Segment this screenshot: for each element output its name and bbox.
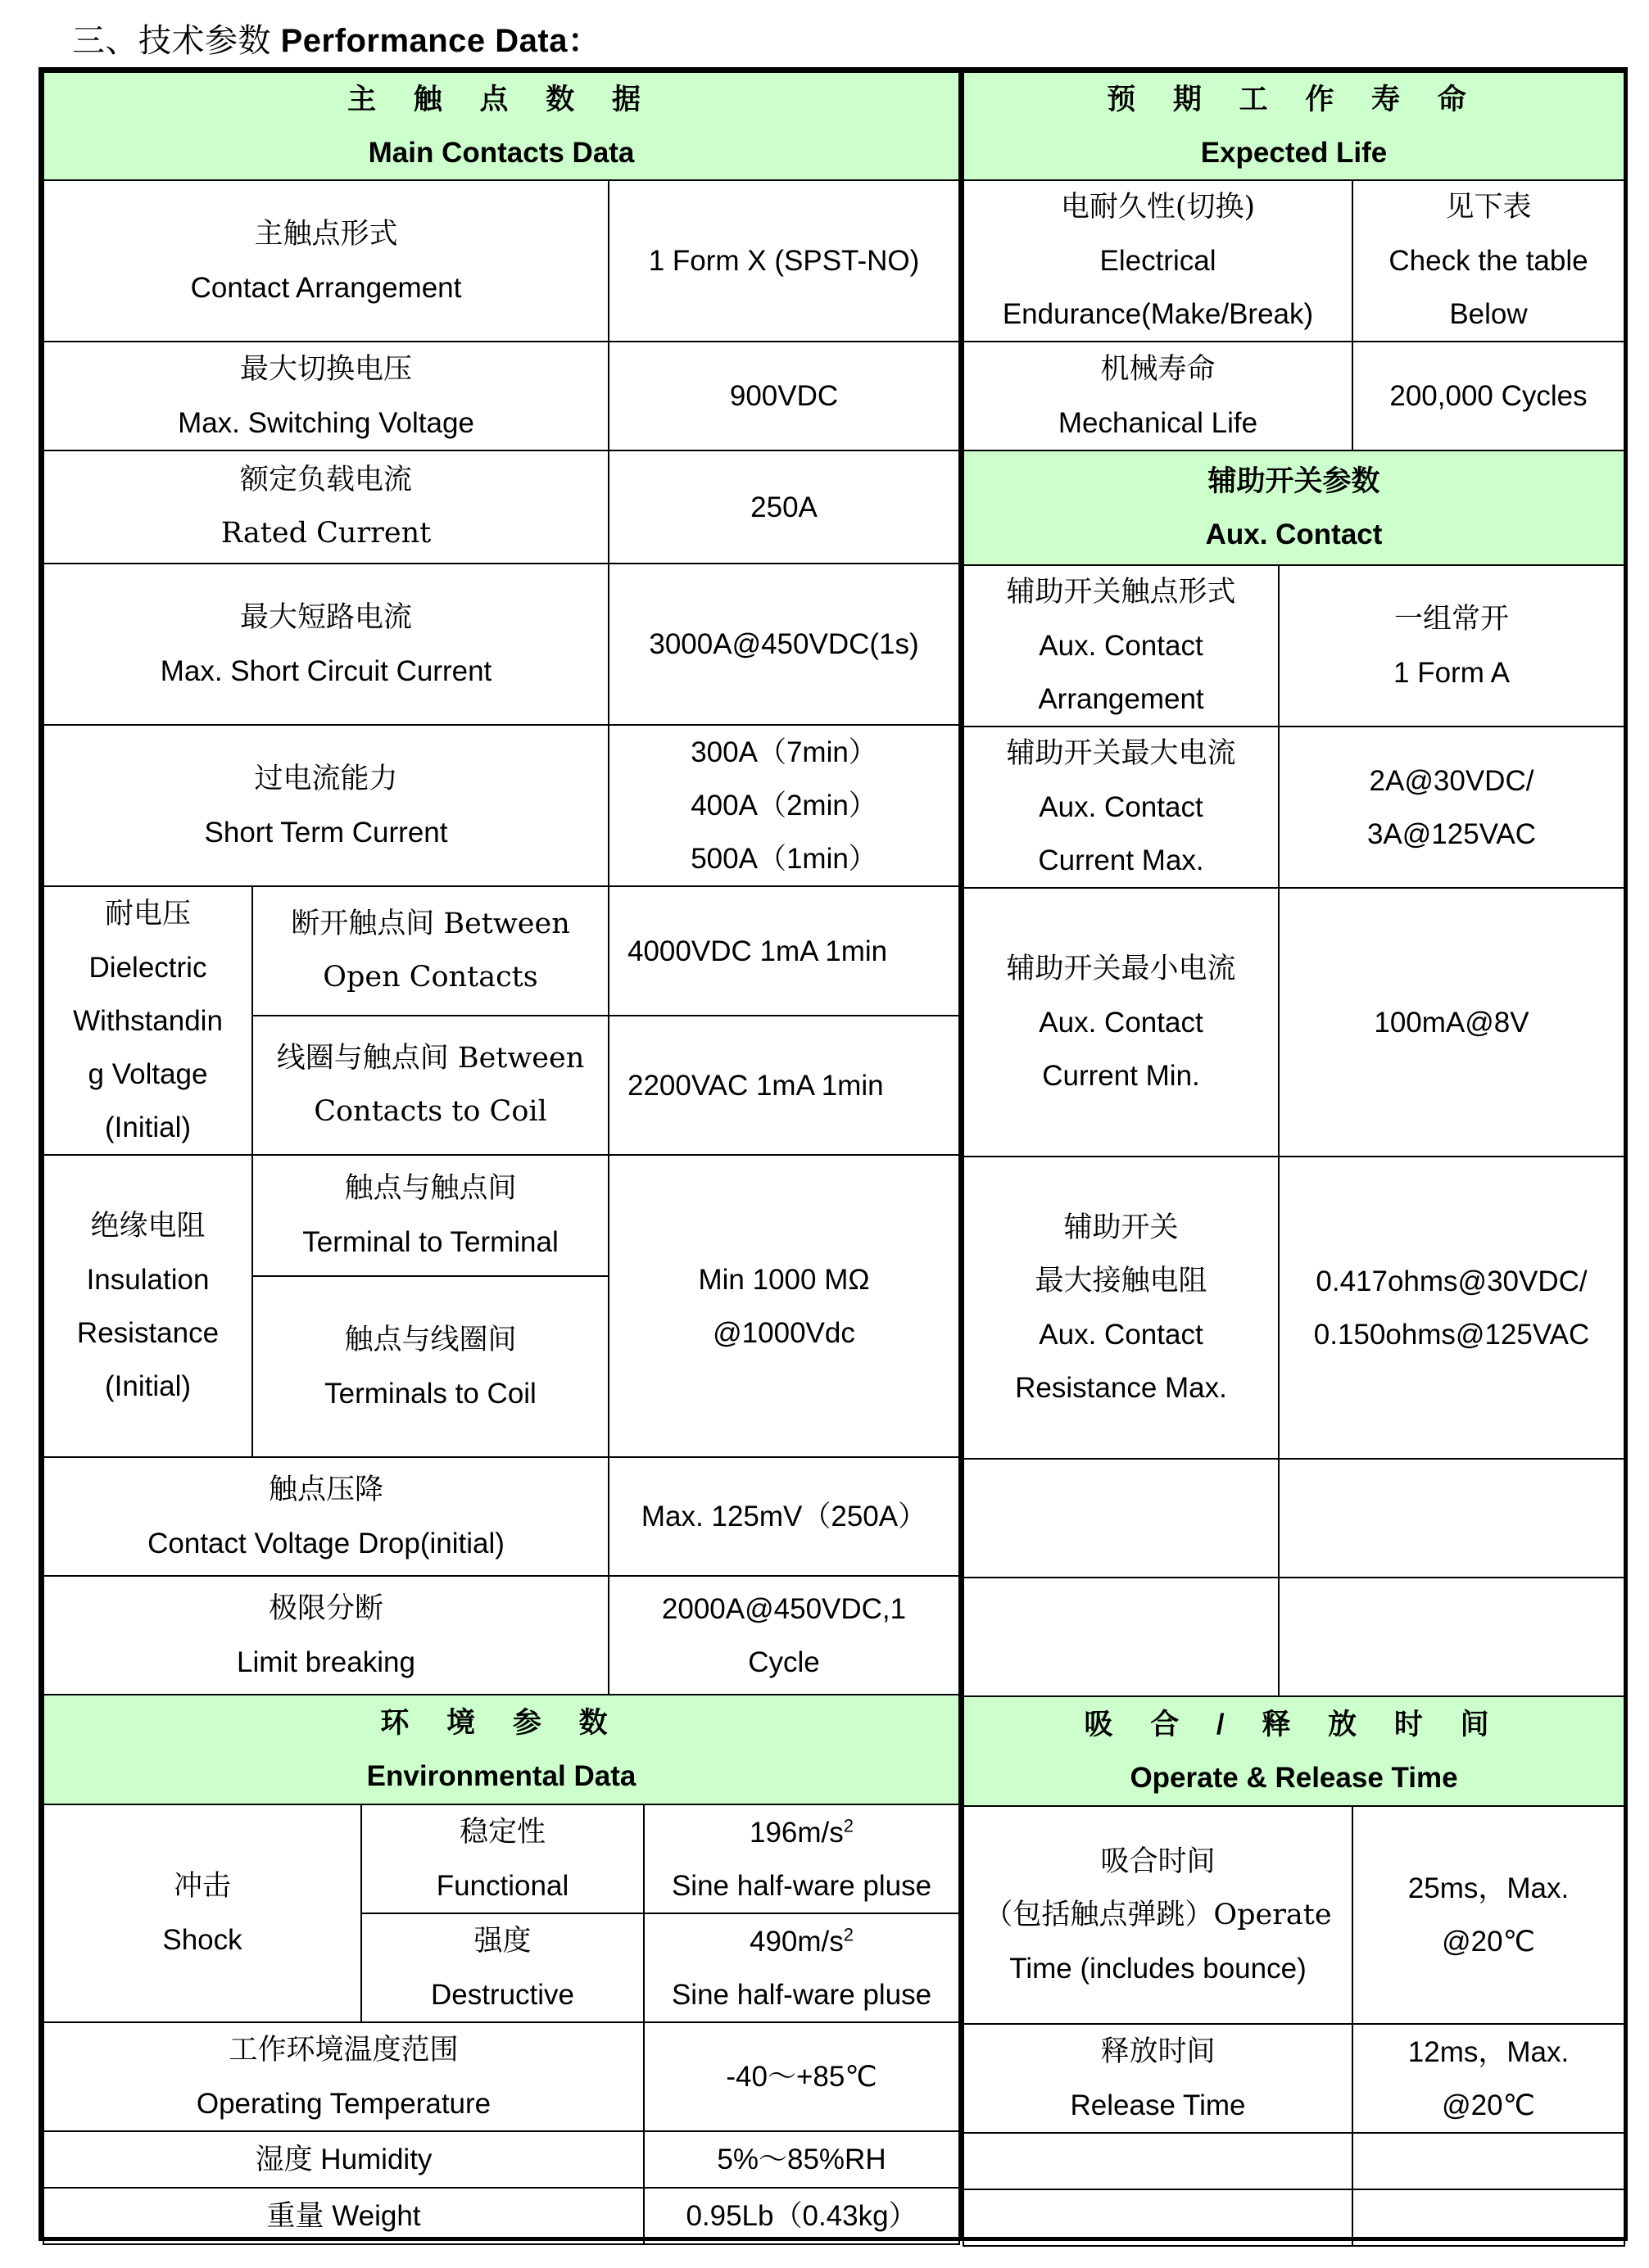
row-label-en: Contact Arrangement <box>190 271 462 304</box>
row-label-cn: 工作环境温度范围 <box>229 2033 459 2067</box>
table-row <box>963 342 1624 450</box>
table-row <box>963 1157 1624 1459</box>
table-row-empty <box>963 1459 1624 1578</box>
label-line: Current Min. <box>1042 1059 1200 1092</box>
row-label-en: Operating Temperature <box>196 2087 492 2120</box>
value-desc: Sine half-ware pluse <box>671 1978 932 2011</box>
dielectric-label <box>43 886 252 1155</box>
value-text: 196m/s <box>750 1816 844 1849</box>
main-contacts-table <box>43 71 960 1695</box>
aux-contact-table <box>963 450 1625 1697</box>
label-line: 辅助开关最小电流 <box>1006 952 1236 985</box>
row-label: 重量 Weight <box>43 2188 644 2244</box>
value-line: 2000A@450VDC,1 <box>661 1592 907 1625</box>
value-line: 300A（7min） <box>691 736 877 768</box>
environmental-header-en: Environmental Data <box>366 1760 636 1792</box>
value-line: 见下表 <box>1445 191 1532 224</box>
operate-release-table <box>963 1695 1625 2247</box>
insulation-value <box>609 1155 959 1457</box>
sub-label-cn: 触点与线圈间 <box>344 1323 517 1356</box>
sub-label-en: Open Contacts <box>323 961 538 994</box>
label-line: Insulation <box>86 1263 210 1296</box>
expected-life-table <box>963 71 1625 451</box>
sub-label-en: Contacts to Coil <box>314 1095 547 1128</box>
row-value: 250A <box>609 450 959 564</box>
row-value <box>609 725 959 886</box>
operate-release-header <box>963 1696 1624 1806</box>
label-line: Arrangement <box>1038 683 1204 715</box>
value-line: 12ms，Max. <box>1407 2035 1570 2068</box>
sub-label-en: Destructive <box>430 1978 575 2011</box>
main-contacts-header-en: Main Contacts Data <box>368 137 635 169</box>
label-line: 冲击 <box>173 1870 231 1903</box>
label-line: （包括触点弹跳）Operate <box>984 1898 1332 1931</box>
label-line: Dielectric <box>88 951 207 984</box>
value-line: @20℃ <box>1442 2089 1535 2121</box>
label-line: Aux. Contact <box>1039 1318 1203 1351</box>
table-row-empty <box>963 1578 1624 1696</box>
label-line: (Initial) <box>104 1369 192 1402</box>
value-desc: Sine half-ware pluse <box>671 1869 932 1902</box>
row-label-en: Short Term Current <box>204 816 448 849</box>
row-value: 4000VDC 1mA 1min <box>609 886 959 1016</box>
sub-label-en: Functional <box>436 1869 569 1902</box>
right-panel <box>963 71 1624 2247</box>
shock-label <box>43 1804 361 2022</box>
label-line: g Voltage <box>88 1057 208 1090</box>
row-label-en: Rated Current <box>220 517 432 550</box>
table-row-empty <box>963 2133 1624 2189</box>
value-line: @1000Vdc <box>713 1316 855 1349</box>
page-heading <box>72 15 601 61</box>
label-line: 机械寿命 <box>1100 352 1216 386</box>
table-row <box>43 2188 959 2244</box>
aux-header-cn: 辅助开关参数 <box>1207 465 1380 497</box>
value-line: 2A@30VDC/ <box>1369 764 1534 797</box>
shock-value <box>648 1915 955 1968</box>
row-label-en: Max. Switching Voltage <box>178 406 474 439</box>
table-row <box>43 342 959 450</box>
label-line: Shock <box>162 1924 242 1956</box>
value-sup: 2 <box>843 1814 854 1836</box>
row-label-cn: 最大切换电压 <box>239 352 412 386</box>
label-line: 绝缘电阻 <box>90 1209 206 1243</box>
expected-life-header <box>963 72 1624 180</box>
sub-label-cn: 线圈与触点间 Between <box>276 1042 585 1075</box>
label-line: 辅助开关最大电流 <box>1006 737 1236 770</box>
label-line: 辅助开关 <box>1063 1211 1179 1244</box>
row-label-en: Limit breaking <box>237 1646 415 1678</box>
row-value: 5%～85%RH <box>644 2131 959 2188</box>
operate-release-header-en: Operate & Release Time <box>1130 1762 1458 1794</box>
row-value: 1 Form X (SPST-NO) <box>609 180 959 342</box>
label-line: Release Time <box>1070 2089 1246 2121</box>
value-line: Min 1000 MΩ <box>698 1263 870 1296</box>
table-row <box>43 2131 959 2188</box>
shock-value <box>648 1806 955 1859</box>
environmental-header-cn: 环 境 参 数 <box>380 1707 623 1739</box>
label-line: Resistance Max. <box>1015 1371 1227 1404</box>
row-label-cn: 额定负载电流 <box>239 464 412 496</box>
value-line: @20℃ <box>1442 1926 1535 1958</box>
label-line: Endurance(Make/Break) <box>1002 298 1314 330</box>
label-line: (Initial) <box>104 1111 192 1143</box>
table-row <box>43 2022 959 2131</box>
table-row <box>43 180 959 342</box>
label-line: 释放时间 <box>1100 2035 1216 2068</box>
aux-header-en: Aux. Contact <box>1205 518 1383 550</box>
table-row <box>963 727 1624 888</box>
label-line: 最大接触电阻 <box>1035 1264 1207 1297</box>
label-line: 辅助开关触点形式 <box>1006 576 1236 609</box>
label-line: Mechanical Life <box>1058 406 1258 439</box>
aux-header <box>963 450 1624 565</box>
row-label-cn: 极限分断 <box>268 1591 383 1625</box>
table-row <box>963 888 1624 1157</box>
label-line: 耐电压 <box>104 897 191 930</box>
row-label: 湿度 Humidity <box>43 2131 644 2188</box>
expected-life-header-cn: 预 期 工 作 寿 命 <box>1107 84 1481 115</box>
table-row <box>43 1155 959 1276</box>
value-line: 0.150ohms@125VAC <box>1313 1318 1590 1351</box>
row-label-cn: 过电流能力 <box>254 762 398 795</box>
value-line: 1 Form A <box>1393 656 1510 689</box>
row-value: -40～+85℃ <box>644 2022 959 2131</box>
row-label-cn: 触点压降 <box>268 1473 383 1506</box>
row-value: Max. 125mV（250A） <box>609 1457 959 1576</box>
row-value: 3000A@450VDC(1s) <box>609 564 959 725</box>
value-line: 0.417ohms@30VDC/ <box>1316 1265 1588 1297</box>
table-row <box>963 2024 1624 2133</box>
label-line: 电耐久性(切换) <box>1060 191 1256 224</box>
label-line: Time (includes bounce) <box>1009 1952 1307 1985</box>
value-line: Check the table <box>1389 245 1588 277</box>
environmental-header <box>43 1695 959 1804</box>
label-line: Withstandin <box>73 1004 223 1037</box>
row-value: 100mA@8V <box>1279 888 1624 1157</box>
value-line: 500A（1min） <box>691 843 877 875</box>
label-line: Aux. Contact <box>1039 630 1203 662</box>
table-row <box>43 1576 959 1695</box>
sub-label-en: Terminal to Terminal <box>302 1226 559 1258</box>
sub-label-cn: 断开触点间 Between <box>291 908 570 940</box>
environmental-table <box>43 1694 960 2245</box>
row-value: 2200VAC 1mA 1min <box>609 1016 959 1155</box>
main-contacts-header-cn: 主 触 点 数 据 <box>347 84 655 115</box>
insulation-label <box>43 1155 252 1457</box>
column-divider <box>958 67 963 2241</box>
row-value: 900VDC <box>609 342 959 450</box>
sub-label-cn: 强度 <box>473 1924 532 1958</box>
row-label-cn: 最大短路电流 <box>239 600 412 634</box>
value-line: 400A（2min） <box>691 790 877 822</box>
label-line: Resistance <box>76 1316 220 1349</box>
row-value: 200,000 Cycles <box>1352 342 1624 450</box>
row-label-en: Max. Short Circuit Current <box>160 654 492 687</box>
heading-cn: 三、技术参数 <box>72 22 271 60</box>
label-line: Current Max. <box>1038 844 1204 876</box>
row-label-cn: 主触点形式 <box>254 217 398 251</box>
sub-label-cn: 触点与触点间 <box>344 1172 517 1205</box>
table-row <box>43 450 959 564</box>
left-panel <box>43 71 958 2245</box>
value-line: Cycle <box>748 1646 820 1678</box>
expected-life-header-en: Expected Life <box>1200 137 1388 169</box>
table-row-empty <box>963 2189 1624 2246</box>
label-line: Electrical <box>1099 245 1216 277</box>
label-line: Aux. Contact <box>1039 791 1203 823</box>
value-sup: 2 <box>843 1923 854 1944</box>
main-contacts-header <box>43 72 959 180</box>
row-value: 0.95Lb（0.43kg） <box>644 2188 959 2244</box>
table-row <box>43 886 959 1016</box>
table-row <box>43 564 959 725</box>
value-line: 25ms，Max. <box>1407 1872 1570 1904</box>
value-line: Below <box>1449 298 1528 330</box>
label-line: 吸合时间 <box>1100 1845 1216 1878</box>
table-row <box>43 1804 959 1913</box>
sub-label-en: Terminals to Coil <box>324 1377 537 1410</box>
value-text: 490m/s <box>750 1925 844 1958</box>
value-line: 3A@125VAC <box>1366 817 1537 850</box>
operate-release-header-cn: 吸 合 / 释 放 时 间 <box>1084 1709 1504 1741</box>
sub-label-cn: 稳定性 <box>459 1815 546 1849</box>
heading-en: Performance Data： <box>280 23 601 59</box>
table-row <box>963 565 1624 727</box>
label-line: Aux. Contact <box>1039 1006 1203 1039</box>
table-row <box>43 725 959 886</box>
row-label-en: Contact Voltage Drop(initial) <box>147 1527 505 1560</box>
value-line: 一组常开 <box>1394 602 1510 636</box>
row-value <box>609 1576 959 1695</box>
table-row <box>963 180 1624 342</box>
table-row <box>963 1806 1624 2024</box>
table-row <box>43 1457 959 1576</box>
